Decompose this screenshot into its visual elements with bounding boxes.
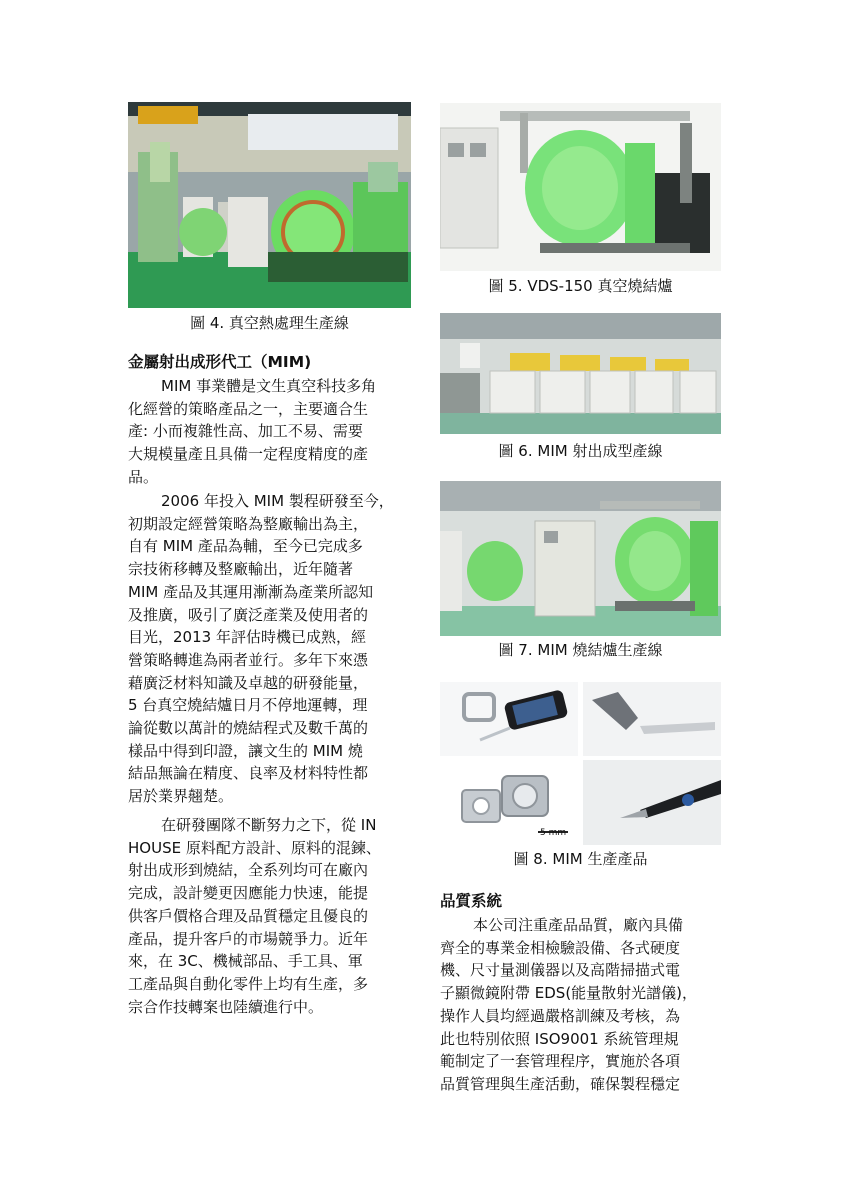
figure-6-photo	[440, 313, 721, 434]
text-line: 產品，提升客戶的市場競爭力。近年	[128, 929, 369, 948]
text-line: 5 台真空燒結爐日月不停地運轉，理	[128, 696, 368, 715]
figure-7-caption: 圖 7. MIM 燒結爐生產線	[498, 641, 663, 659]
text-line: 供客戶價格合理及品質穩定且優良的	[128, 906, 369, 925]
text-line: HOUSE 原料配方設計、原料的混鍊、	[128, 838, 381, 857]
text-line: 齊全的專業金相檢驗設備、各式硬度	[440, 938, 681, 957]
text-line: 機、尺寸量測儀器以及高階掃描式電	[440, 961, 681, 980]
text-line: 此也特別依照 ISO9001 系統管理規	[440, 1029, 679, 1048]
text-line: 2006 年投入 MIM 製程研發至今，	[161, 492, 394, 510]
text-line: 宗技術移轉及整廠輸出，近年隨著	[128, 560, 354, 579]
quality-paragraph-1	[440, 914, 730, 1096]
text-line: 品。	[128, 467, 159, 486]
figure-8-caption: 圖 8. MIM 生產產品	[513, 850, 648, 868]
text-line: 及推廣，吸引了廣泛產業及使用者的	[128, 605, 369, 624]
mim-paragraph-2	[128, 490, 418, 808]
figure-8-photo	[440, 682, 721, 845]
text-line: 居於業界翹楚。	[128, 787, 234, 806]
text-line: 來，在 3C、機械部品、手工具、軍	[128, 952, 363, 971]
text-line: 工產品與自動化零件上均有生產，多	[128, 974, 369, 993]
text-line: 完成，設計變更因應能力快速，能提	[128, 884, 369, 903]
text-line: 產: 小而複雜性高、加工不易、需要	[128, 422, 363, 441]
figure-4-caption: 圖 4. 真空熱處理生產線	[190, 314, 349, 332]
text-line: 宗合作技轉案也陸續進行中。	[128, 997, 324, 1016]
figure-6-caption: 圖 6. MIM 射出成型產線	[498, 442, 663, 460]
text-line: 樣品中得到印證，讓文生的 MIM 燒	[128, 741, 363, 760]
text-line: 自有 MIM 產品為輔，至今已完成多	[128, 537, 363, 556]
text-line: 藉廣泛材料知識及卓越的研發能量，	[128, 673, 369, 692]
figure-7-photo	[440, 481, 721, 636]
mim-paragraph-1	[128, 375, 411, 489]
text-line: MIM 產品及其運用漸漸為產業所認知	[128, 582, 374, 601]
text-line: 結品無論在精度、良率及材料特性都	[128, 764, 369, 783]
text-line: 在研發團隊不斷努力之下，從 IN	[161, 816, 377, 834]
text-line: MIM 事業體是文生真空科技多角	[161, 377, 377, 395]
text-line: 大規模量產且具備一定程度精度的產	[128, 445, 369, 464]
text-line: 營策略轉進為兩者並行。多年下來憑	[128, 650, 369, 669]
figure-5-caption: 圖 5. VDS-150 真空燒結爐	[488, 277, 673, 295]
figure-4-photo	[128, 102, 411, 308]
text-line: 本公司注重產品品質，廠內具備	[473, 916, 684, 934]
text-line: 目光，2013 年評估時機已成熟，經	[128, 628, 366, 647]
text-line: 範制定了一套管理程序，實施於各項	[440, 1052, 681, 1071]
mim-section-heading: 金屬射出成形代工（MIM)	[128, 353, 312, 371]
figure-5-photo	[440, 103, 721, 271]
text-line: 操作人員均經過嚴格訓練及考核，為	[440, 1006, 681, 1025]
mim-paragraph-3	[128, 814, 418, 1018]
text-line: 初期設定經營策略為整廠輸出為主，	[128, 514, 369, 533]
text-line: 化經營的策略產品之一，主要適合生	[128, 399, 369, 418]
text-line: 射出成形到燒結，全系列均可在廠內	[128, 861, 369, 880]
text-line: 論從數以萬計的燒結程式及數千萬的	[128, 719, 369, 738]
scale-bar-label: 5 mm	[540, 828, 567, 838]
text-line: 子顯微鏡附帶 EDS(能量散射光譜儀)，	[440, 984, 698, 1003]
quality-section-heading: 品質系統	[440, 892, 503, 910]
text-line: 品質管理與生產活動，確保製程穩定	[440, 1074, 681, 1093]
